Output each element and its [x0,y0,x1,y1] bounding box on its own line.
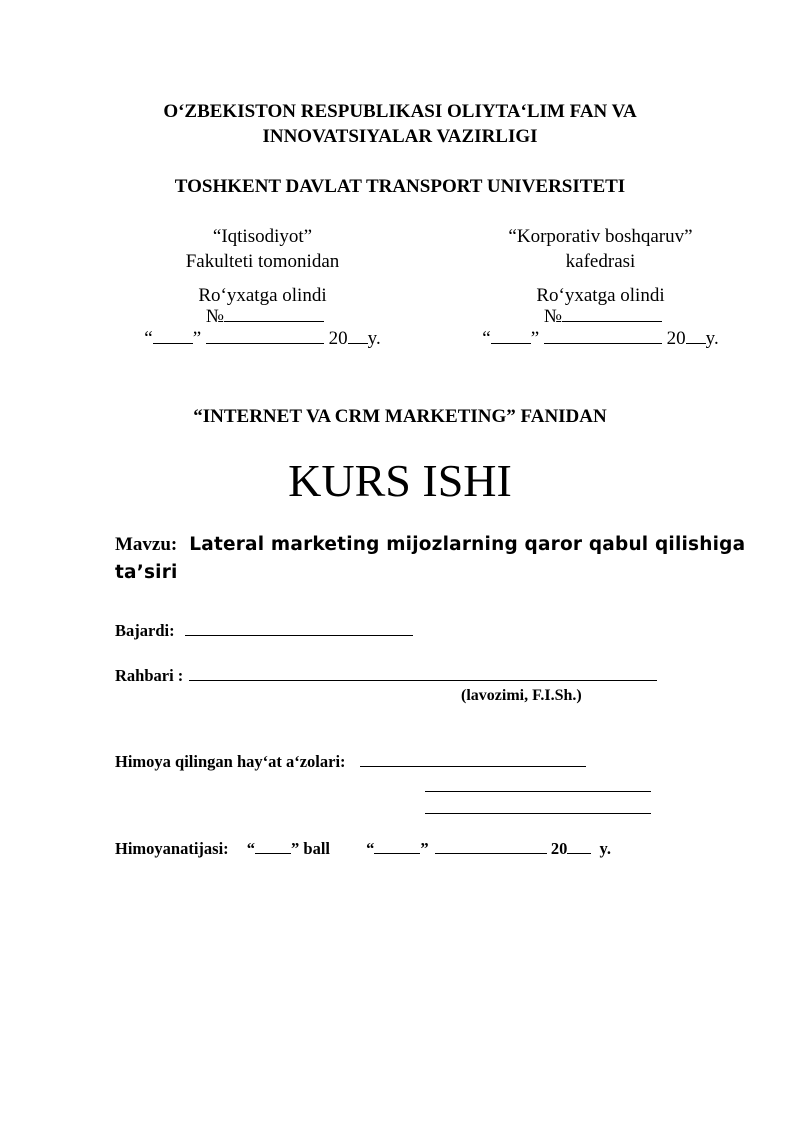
supervisor-blank [189,665,657,681]
day-blank [491,328,531,344]
supervisor-field [115,665,657,686]
year-blank [686,328,706,344]
subject-title: “INTERNET VA CRM MARKETING” FANIDAN [193,406,607,427]
score-unit: ” ball [291,839,331,858]
faculty-registration-block [130,224,395,351]
university-title: TOSHKENT DAVLAT TRANSPORT UNIVERSITETI [174,176,626,197]
month-blank [544,328,662,344]
topic-line1 [115,534,745,556]
number-sign: № [205,306,225,327]
faculty-caption: Fakulteti tomonidan [185,251,340,272]
commission-label: Himoya qilingan hay‘at a‘zolari: [115,752,346,771]
year-blank [348,328,368,344]
month-blank [435,838,547,854]
number-sign: № [543,306,563,327]
commission-blank-1 [360,751,586,767]
department-registration-block [468,224,733,351]
score-blank [255,838,291,854]
day-blank [374,838,420,854]
department-registered-label: Ro‘yxatga olindi [536,285,665,306]
faculty-registered-label: Ro‘yxatga olindi [198,285,327,306]
day-blank [153,328,193,344]
performer-label: Bajardi: [115,621,175,640]
topic-text: Lateral marketing mijozlarning qaror qabul qilishiga [189,534,746,555]
topic-line2: ta’siri [115,562,178,583]
ministry-title-line1: O‘ZBEKISTON RESPUBLIKASI OLIYTA‘LIM FAN VA [163,101,637,122]
ministry-title-line2: INNOVATSIYALAR VAZIRLIGI [262,126,538,147]
performer-field [115,620,413,641]
topic-label: Mavzu: [115,534,178,555]
faculty-date-line: “ ” 20 y. [144,328,381,349]
defense-result-field: Himoyanatijasi: “ ” ball “ ” 20 y. [115,839,611,858]
faculty-name: “Iqtisodiyot” [212,226,313,247]
number-blank [562,306,662,322]
result-label: Himoyanatijasi: [115,839,229,858]
performer-blank [185,620,413,636]
commission-blank-3 [425,798,651,814]
commission-blank-2 [425,776,651,792]
supervisor-hint: (lavozimi, F.I.Sh.) [461,687,582,704]
supervisor-label: Rahbari : [115,666,184,685]
document-title: KURS ISHI [288,455,512,506]
department-name: “Korporativ boshqaruv” [508,226,693,247]
department-date-line: “ ” 20 y. [482,328,719,349]
commission-field [115,751,586,772]
year-blank [567,838,591,854]
number-blank [224,306,324,322]
month-blank [206,328,324,344]
department-caption: kafedrasi [565,251,636,272]
